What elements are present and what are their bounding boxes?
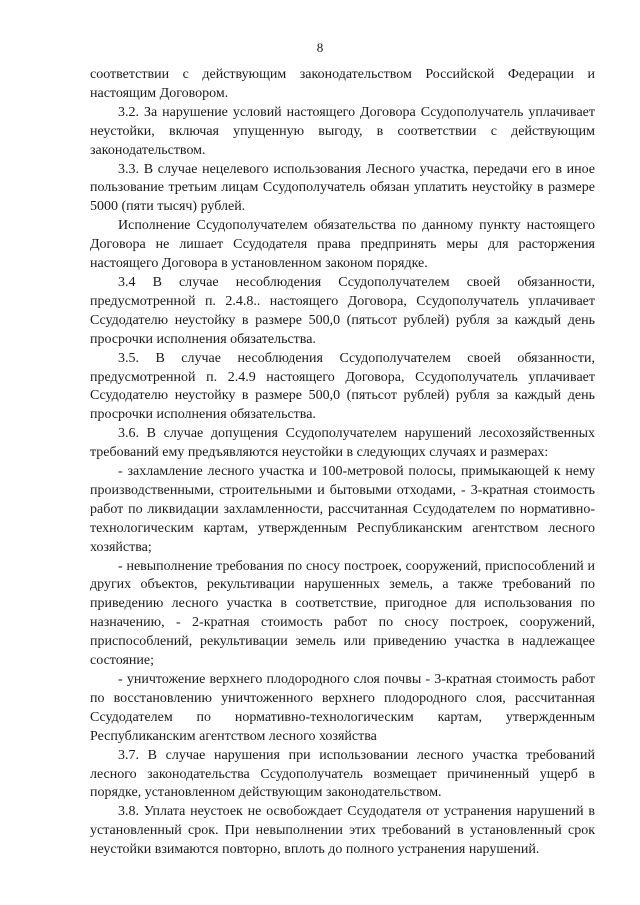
page-number: 8 bbox=[316, 40, 324, 55]
paragraph-continuation: соответствии с действующим законодательством Российской Федерации и настоящим Договором. bbox=[90, 67, 595, 101]
paragraph-3-5: 3.5. В случае несоблюдения Ссудополучателем своей обязанности, предусмотренной п. 2.4.9 настоящего Договора, Ссудополучатель уплачивает Ссудодателю неустойку в размере 500,0 (пятьсот рублей) рубля за каждый день просрочки исполнения обязательства. bbox=[90, 350, 595, 423]
paragraph-3-8: 3.8. Уплата неустоек не освобождает Ссудодателя от устранения нарушений в установленный срок. При невыполнении этих требований в установленный срок неустойки взимаются повторно, вплоть до полного устранения нарушений. bbox=[90, 804, 595, 858]
paragraph-3-3-execution: Исполнение Ссудополучателем обязательства по данному пункту настоящего Договора не лишает Ссудодателя права предпринять меры для расторжения настоящего Договора в установленном законом порядке. bbox=[90, 218, 595, 272]
list-item-littering: - захламление лесного участка и 100-метровой полосы, примыкающей к нему производственными, строительными и бытовыми отходами, - 3-кратная стоимость работ по ликвидации захламленности, рассчитанная Ссудодателем по нормативно-технологическим картам, утвержденным Республиканским агентством лесного хозяйства; bbox=[90, 464, 595, 555]
paragraph-3-3: 3.3. В случае нецелевого использования Лесного участка, передачи его в иное пользование третьим лицам Ссудополучатель обязан уплатить неустойку в размере 5000 (пяти тысяч) рублей. bbox=[90, 161, 595, 215]
paragraph-3-7: 3.7. В случае нарушения при использовании лесного участка требований лесного законодательства Ссудополучатель возмещает причиненный ущерб в порядке, установленном действующим законодательством. bbox=[90, 747, 595, 801]
document-body bbox=[90, 66, 595, 860]
paragraph-3-2: 3.2. За нарушение условий настоящего Договора Ссудополучатель уплачивает неустойки, включая упущенную выгоду, в соответствии с действующим законодательством. bbox=[90, 104, 595, 158]
list-item-topsoil: - уничтожение верхнего плодородного слоя почвы - 3-кратная стоимость работ по восстановлению уничтоженного верхнего плодородного слоя, рассчитанная Ссудодателем по нормативно-технологическим картам, утвержденным Республиканским агентством лесного хозяйства bbox=[90, 672, 595, 744]
list-item-demolition: - невыполнение требования по сносу построек, сооружений, приспособлений и других объектов, рекультивации нарушенных земель, а также требований по приведению лесного участка в соответствие, пригодное для использования по назначению, - 2-кратная стоимость работ по сносу построек, сооружений, приспособлений, рекультивации земель или приведению участка в надлежащее состояние; bbox=[90, 558, 595, 669]
paragraph-3-6: 3.6. В случае допущения Ссудополучателем нарушений лесохозяйственных требований ему предъявляются неустойки в следующих случаях и размерах: bbox=[90, 426, 595, 461]
paragraph-3-4: 3.4 В случае несоблюдения Ссудополучателем своей обязанности, предусмотренной п. 2.4.8.. настоящего Договора, Ссудополучатель уплачивает Ссудодателю неустойку в размере 500,0 (пятьсот рублей) рубля за каждый день просрочки исполнения обязательства. bbox=[90, 274, 595, 347]
